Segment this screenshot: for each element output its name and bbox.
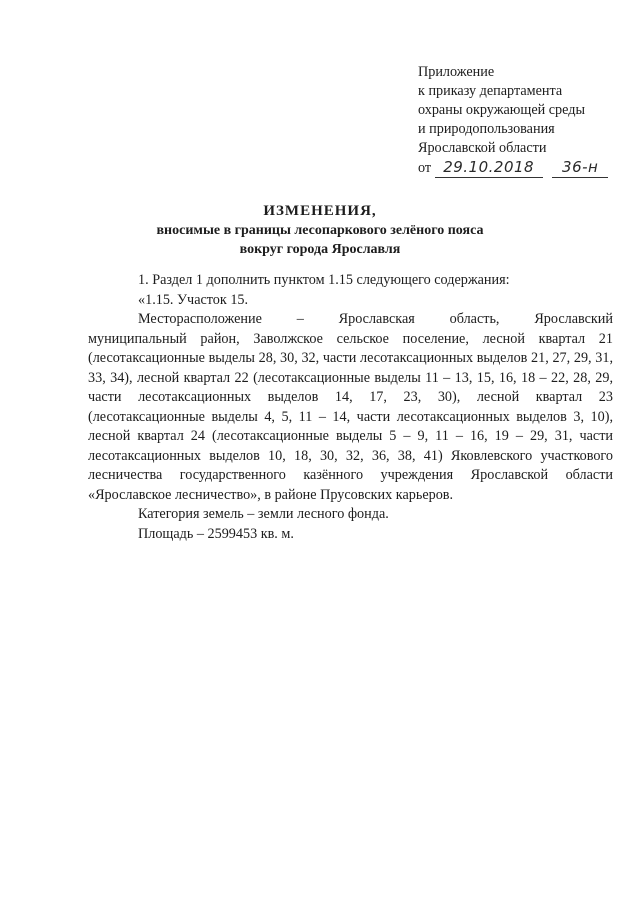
location-first-line bbox=[88, 310, 613, 330]
document-heading bbox=[120, 201, 520, 259]
appendix-line: охраны окружающей среды bbox=[418, 102, 586, 118]
appendix-block bbox=[418, 63, 628, 178]
location-paragraph: муниципальный район, Заволжское сельское поселение, лесной квартал 21 (лесотаксационные выделы 28, 30, 32, части лесотаксационных выделов 21, 27, 29, 31, 33, 34), лесной квартал 22 (лесотаксационные выделы 11 – 13, 15, 16, 18 – 22, 28, 29, части лесотаксационных выделов 14, 17, 23, 30), лесной квартал 23 (лесотаксационные выделы 4, 5, 11 – 14, части лесотаксационных выделов 3, 10), лесной квартал 24 (лесотаксационные выделы 5 – 9, 11 – 16, 19 – 29, 31, части лесотаксационных выделов 10, 18, 30, 32, 36, 38, 41) Яковлевского участкового лесничества государственного казённого учреждения Ярославской области «Ярославское лесничество», в районе Прусовских карьеров. bbox=[88, 330, 613, 503]
handwritten-date: 29.10.2018 bbox=[435, 158, 543, 178]
appendix-line: и природопользования bbox=[418, 121, 555, 137]
handwritten-number: 36-н bbox=[552, 158, 608, 178]
date-prefix: от bbox=[418, 160, 432, 176]
appendix-line: к приказу департамента bbox=[418, 83, 563, 99]
appendix-line: Приложение bbox=[418, 64, 495, 80]
word: Ярославский bbox=[534, 311, 613, 327]
word: – bbox=[296, 311, 304, 327]
appendix-line: Ярославской области bbox=[418, 140, 547, 156]
paragraph: Категория земель – земли лесного фонда. bbox=[138, 506, 389, 522]
heading-subtitle-line: вокруг города Ярославля bbox=[239, 242, 401, 257]
heading-subtitle-line: вносимые в границы лесопаркового зелёного пояса bbox=[156, 223, 484, 238]
paragraph: 1. Раздел 1 дополнить пунктом 1.15 следующего содержания: bbox=[138, 272, 510, 288]
word: Месторасположение bbox=[138, 311, 262, 327]
word: область, bbox=[449, 311, 500, 327]
paragraph: Площадь – 2599453 кв. м. bbox=[138, 525, 294, 542]
word: Ярославская bbox=[338, 311, 415, 327]
appendix-date-line bbox=[418, 158, 628, 178]
paragraph: «1.15. Участок 15. bbox=[138, 291, 249, 308]
heading-title: ИЗМЕНЕНИЯ, bbox=[263, 203, 377, 219]
document-body bbox=[88, 271, 613, 544]
